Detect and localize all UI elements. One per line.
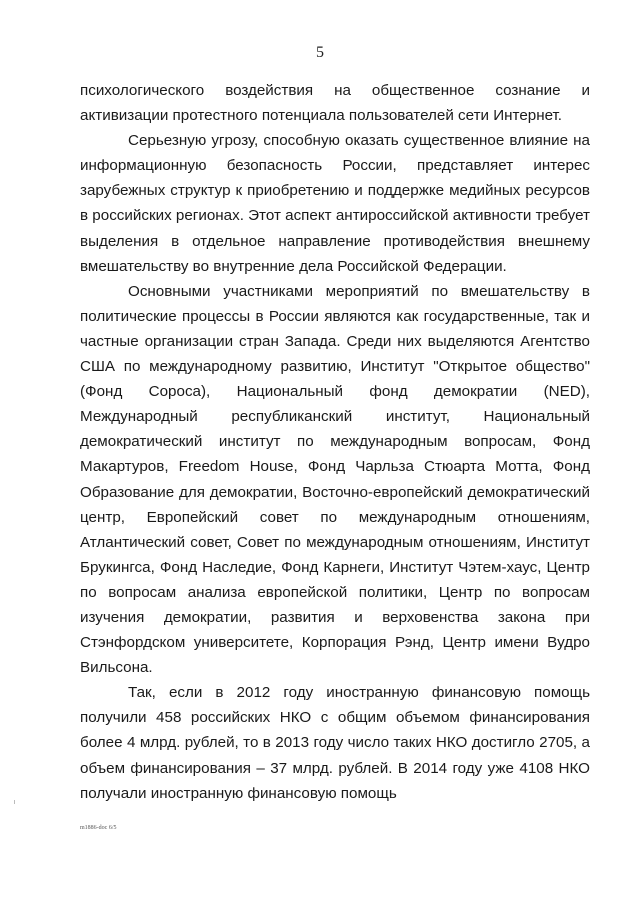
margin-mark xyxy=(14,800,15,804)
footer-document-code: m1886-doc 6/5 xyxy=(80,825,117,831)
document-body xyxy=(80,78,590,806)
paragraph-funding: Так, если в 2012 году иностранную финансовую помощь получили 458 российских НКО с общим объемом финансирования более 4 млрд. рублей, то в 2013 году число таких НКО достигло 2705, а объем финансирования – 37 млрд. рублей. В 2014 году уже 4108 НКО получали иностранную финансовую помощь xyxy=(80,684,590,802)
paragraph-continuation: психологического воздействия на общественное сознание и активизации протестного потенциала пользователей сети Интернет. xyxy=(80,82,590,125)
page-number: 5 xyxy=(316,44,324,61)
paragraph-participants: Основными участниками мероприятий по вмешательству в политические процессы в России являются как государственные, так и частные организации стран Запада. Среди них выделяются Агентство США по международному развитию, Институт "Открытое общество" (Фонд Сороса), Национальный фонд демократии (NED), Международный республиканский институт, Национальный демократический институт по международным вопросам, Фонд Макартуров, Freedom House, Фонд Чарльза Стюарта Мотта, Фонд Образование для демократии, Восточно-европейский демократический центр, Европейский совет по международным отношениям, Атлантический совет, Совет по международным отношениям, Институт Брукингса, Фонд Наследие, Фонд Карнеги, Институт Чэтем-хаус, Центр по вопросам анализа европейской политики, Центр по вопросам изучения демократии, развития и верховенства закона при Стэнфордском университете, Корпорация Рэнд, Центр имени Вудро Вильсона. xyxy=(80,282,590,677)
paragraph-media-threat: Серьезную угрозу, способную оказать существенное влияние на информационную безопасность России, представляет интерес зарубежных структур к приобретению и поддержке медийных ресурсов в российских регионах. Этот аспект антироссийской активности требует выделения в отдельное направление противодействия внешнему вмешательству во внутренние дела Российской Федерации. xyxy=(80,132,590,275)
